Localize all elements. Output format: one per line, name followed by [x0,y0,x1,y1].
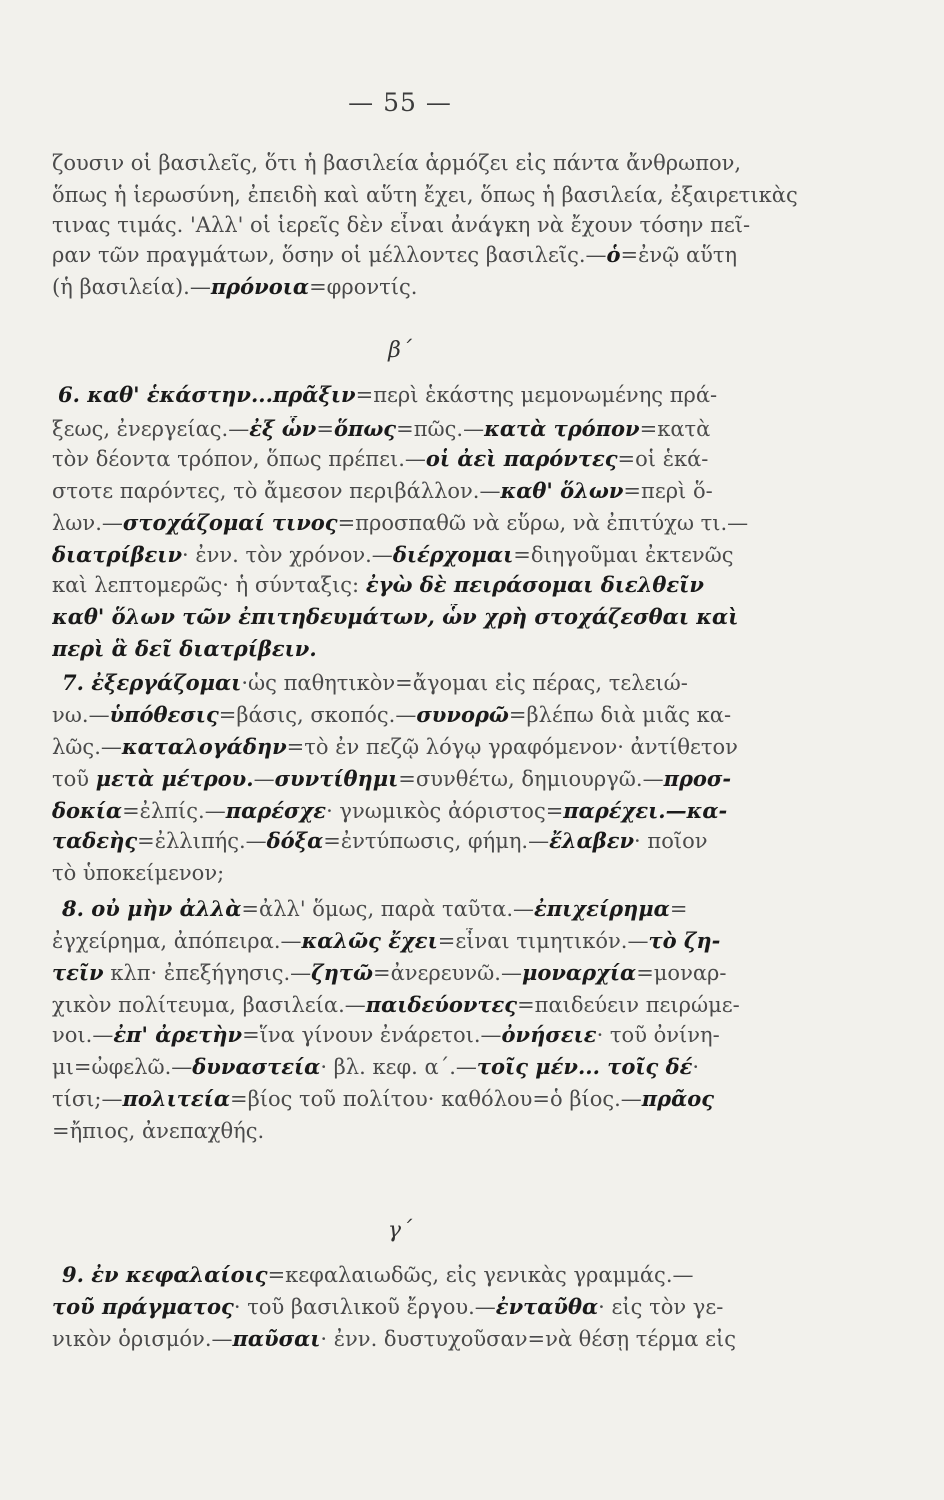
text-line [52,416,822,442]
headword: ὁ [606,242,621,267]
gloss-text: =τὸ ἐν πεζῷ λόγῳ γραφόμενον· ἀντίθετον [286,735,738,759]
headword: παῦσαι [232,1326,321,1351]
text-line [52,604,822,630]
text-line [52,860,822,886]
text-line [52,212,822,238]
gloss-text: =πῶς.— [396,417,485,441]
gloss-text: ξεως, ἐνεργείας.— [52,417,250,441]
gloss-text: =ἵνα γίνουν ἐνάρετοι.— [242,1023,502,1047]
gloss-text: · [692,1055,700,1079]
section-mark-gamma: γ΄ [387,1218,413,1243]
headword: ἐπιχείρημα [534,896,670,921]
headword: μετὰ μέτρου. [95,766,254,791]
text-line [52,636,822,662]
gloss-text: · τοῦ βασιλικοῦ ἔργου.— [233,1295,496,1319]
gloss-text: μι=ὠφελῶ.— [52,1055,193,1079]
section-mark-beta: β΄ [388,338,412,363]
headword: ἔλαβεν [549,828,635,853]
gloss-text: =φροντίς. [309,275,418,299]
gloss-text: = [316,417,334,441]
headword: πρᾶος [641,1086,715,1111]
headword: 9. ἐν κεφαλαίοις [62,1262,268,1287]
headword: ταδεὴς [52,828,138,853]
gloss-text: ὅπως ἡ ἱερωσύνη, ἐπειδὴ καὶ αὕτη ἔχει, ὅπως ἡ βασιλεία, ἐξαιρετικὰς [52,183,798,207]
gloss-text: =ἐλλιπής.— [137,829,267,853]
headword: προσ- [663,766,732,791]
headword: ὅπως [333,416,397,441]
headword: οἱ ἀεὶ παρόντες [425,446,618,471]
text-line [52,992,822,1018]
gloss-text: =ἀλλ' ὅμως, παρὰ ταῦτα.— [241,897,535,921]
gloss-text: (ἡ βασιλεία).— [52,275,211,299]
text-line [52,702,822,728]
headword: ἐξ ὧν [249,416,317,441]
gloss-text: χικὸν πολίτευμα, βασιλεία.— [52,993,366,1017]
headword: πρόνοια [210,274,310,299]
gloss-text: τινας τιμάς. 'Αλλ' οἱ ἱερεῖς δὲν εἶναι ἀνάγκη νὰ ἔχουν τόσην πεῖ- [52,213,751,237]
gloss-text: =οἱ ἑκά- [617,447,709,471]
gloss-text: · ἐνν. δυστυχοῦσαν=νὰ θέσῃ τέρμα εἰς [320,1327,737,1351]
text-line [52,828,822,854]
gloss-text: ζουσιν οἱ βασιλεῖς, ὅτι ἡ βασιλεία ἁρμόζει εἰς πάντα ἄνθρωπον, [52,151,742,175]
headword: καταλογάδην [121,734,287,759]
text-line [62,896,832,922]
headword: περὶ ἃ δεῖ διατρίβειν. [52,636,317,661]
gloss-text: =παιδεύειν πειρώμε- [517,993,740,1017]
gloss-text: · ποῖον [634,829,708,853]
text-line [52,928,822,954]
gloss-text: =προσπαθῶ νὰ εὕρω, νὰ ἐπιτύχω τι.— [337,511,749,535]
gloss-text: ἐγχείρημα, ἀπόπειρα.— [52,929,302,953]
gloss-text: =περὶ ὅ- [623,479,713,503]
headword: καλῶς ἔχει [301,928,438,953]
text-line [52,1118,822,1144]
headword: συντίθημι [274,766,399,791]
gloss-text: λων.— [52,511,123,535]
gloss-text: =εἶναι τιμητικόν.— [437,929,649,953]
gloss-text: νω.— [52,703,110,727]
headword: κατὰ τρόπον [484,416,640,441]
gloss-text: =κεφαλαιωδῶς, εἰς γενικὰς γραμμάς.— [267,1263,694,1287]
text-line [52,478,822,504]
gloss-text: =ἤπιος, ἀνεπαχθής. [52,1119,265,1143]
headword: 8. οὐ μὴν ἀλλὰ [62,896,242,921]
text-line [52,960,822,986]
gloss-text: καὶ λεπτομερῶς· ἡ σύνταξις: [52,573,366,597]
headword: ἐγὼ δὲ πειράσομαι διελθεῖν [365,572,704,597]
headword: καθ' ὅλων [500,478,624,503]
text-line [52,182,822,208]
headword: ἐπ' ἀρετὴν [113,1022,243,1047]
text-line [52,446,822,472]
gloss-text: =βλέπω διὰ μιᾶς κα- [508,703,732,727]
headword: παρέχει.—κα- [563,798,728,823]
text-line [52,1294,822,1320]
gloss-text: = [669,897,688,921]
gloss-text: · ἐνν. τὸν χρόνον.— [182,543,393,567]
gloss-text: τὸν δέοντα τρόπον, ὅπως πρέπει.— [52,447,426,471]
headword: ὀνήσειε [501,1022,597,1047]
gloss-text: · τοῦ ὀνίνη- [596,1023,720,1047]
headword: δόξα [266,828,324,853]
gloss-text: λῶς.— [52,735,122,759]
headword: μοναρχία [521,960,637,985]
gloss-text: στοτε παρόντες, τὸ ἄμεσον περιβάλλον.— [52,479,501,503]
gloss-text: =ἐλπίς.— [122,799,226,823]
gloss-text: =ἀνερευνῶ.— [372,961,522,985]
headword: τοῦ πράγματος [52,1294,234,1319]
headword: καθ' ὅλων τῶν ἐπιτηδευμάτων, ὧν χρὴ στοχάζεσθαι καὶ [52,604,739,629]
headword: δυναστεία [192,1054,321,1079]
text-line [52,1326,822,1352]
gloss-text: · γνωμικὸς ἀόριστος= [326,799,564,823]
headword: τεῖν [52,960,104,985]
text-line [52,150,822,176]
gloss-text: τοῦ [52,767,96,791]
headword: δοκία [52,798,123,823]
gloss-text: =ἐντύπωσις, φήμη.— [323,829,550,853]
text-line [62,1262,832,1288]
text-line [52,1086,822,1112]
headword: τοῖς μέν... τοῖς δέ [476,1054,693,1079]
gloss-text: · εἰς τὸν γε- [598,1295,724,1319]
text-line [52,542,822,568]
text-line [58,382,828,408]
text-line [52,274,822,300]
gloss-text: ·ὡς παθητικὸν=ἄγομαι εἰς πέρας, τελειώ- [241,671,688,695]
headword: παρέσχε [225,798,327,823]
text-line [52,1022,822,1048]
headword: πολιτεία [122,1086,230,1111]
gloss-text: =βίος τοῦ πολίτου· καθόλου=ὁ βίος.— [229,1087,642,1111]
gloss-text: =συνθέτω, δημιουργῶ.— [398,767,664,791]
page-number: — 55 — [348,88,452,117]
headword: συνορῶ [416,702,509,727]
text-line [52,572,822,598]
text-line [52,1054,822,1080]
text-line [52,766,822,792]
gloss-text: =βάσις, σκοπός.— [218,703,417,727]
gloss-text: ραν τῶν πραγμάτων, ὅσην οἱ μέλλοντες βασιλεῖς.— [52,243,607,267]
gloss-text: =κατὰ [639,417,711,441]
headword: παιδεύοντες [365,992,518,1017]
headword: διέρχομαι [392,542,514,567]
gloss-text: τίσι;— [52,1087,123,1111]
headword: ζητῶ [311,960,373,985]
text-line [52,242,822,268]
text-line [52,510,822,536]
headword: ἐνταῦθα [495,1294,599,1319]
gloss-text: τὸ ὑποκείμενον; [52,861,225,885]
gloss-text: νικὸν ὁρισμόν.— [52,1327,233,1351]
gloss-text: κλπ· ἐπεξήγησις.— [103,961,312,985]
gloss-text: νοι.— [52,1023,114,1047]
gloss-text: =ἐνῷ αὕτη [620,243,738,267]
gloss-text: — [253,767,275,791]
gloss-text: =μοναρ- [636,961,727,985]
text-line [52,734,822,760]
headword: τὸ ζη- [648,928,721,953]
text-line [62,670,832,696]
gloss-text: =διηγοῦμαι ἐκτενῶς [513,543,734,567]
headword: ὑπόθεσις [109,702,219,727]
headword: 7. ἐξεργάζομαι [62,670,242,695]
gloss-text: · βλ. κεφ. α΄.— [320,1055,477,1079]
headword: διατρίβειν [52,542,183,567]
headword: στοχάζομαί τινος [122,510,338,535]
text-line [52,798,822,824]
headword: 6. καθ' ἑκάστην...πρᾶξιν [58,382,356,407]
gloss-text: =περὶ ἑκάστης μεμονωμένης πρά- [355,383,718,407]
